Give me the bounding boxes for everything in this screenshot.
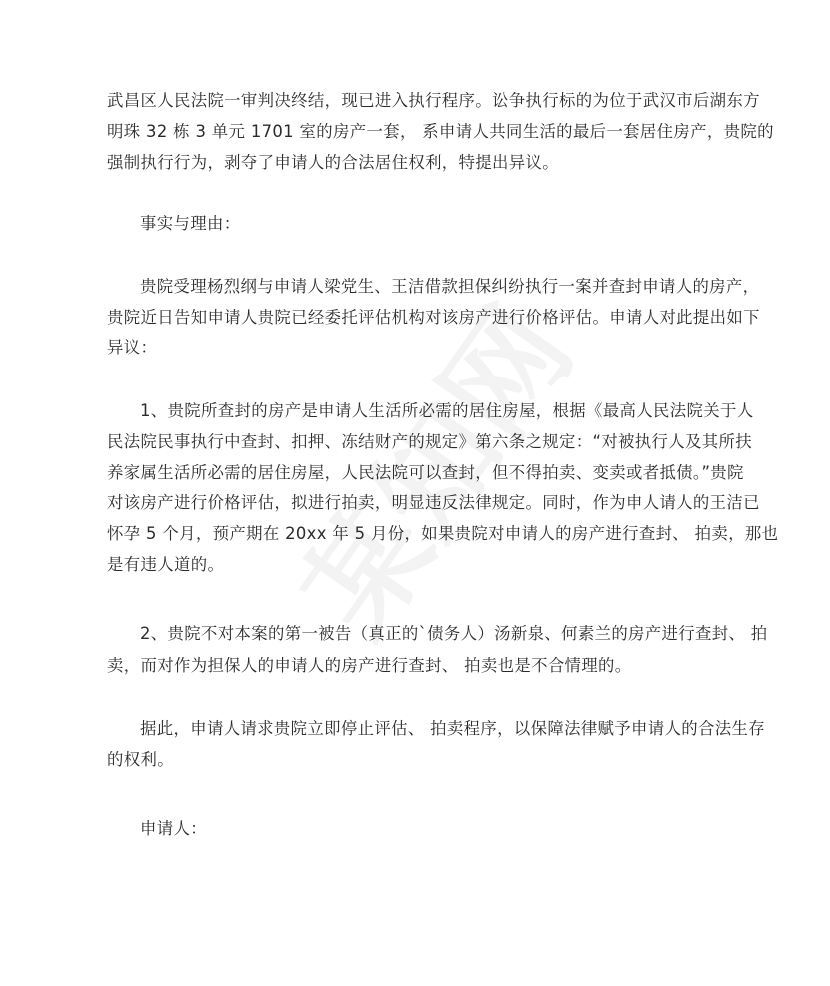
paragraph-point1-line-5: 怀孕 5 个月，预产期在 20xx 年 5 月份，如果贵院对申请人的房产进行查封、 拍卖，那也 — [107, 524, 779, 543]
paragraph-point2-line-2: 卖，而对作为担保人的申请人的房产进行查封、 拍卖也是不合情理的。 — [107, 656, 632, 675]
applicant-label: 申请人： — [140, 819, 207, 838]
paragraph-intro-line-1: 武昌区人民法院一审判决终结，现已进入执行程序。讼争执行标的为位于武汉市后湖东方 — [107, 91, 760, 110]
paragraph-point1-line-2: 民法院民事执行中查封、扣押、冻结财产的规定》第六条之规定：“对被执行人及其所扶 — [107, 432, 752, 451]
paragraph-intro-line-2: 明珠 32 栋 3 单元 1701 室的房产一套， 系申请人共同生活的最后一套居住房产，贵院的 — [107, 122, 774, 141]
paragraph-background-line-2: 贵院近日告知申请人贵院已经委托评估机构对该房产进行价格评估。申请人对此提出如下 — [107, 308, 760, 327]
facts-heading: 事实与理由： — [140, 214, 241, 233]
paragraph-point1-line-6: 是有违人道的。 — [107, 555, 225, 574]
paragraph-background-line-1: 贵院受理杨烈纲与申请人梁党生、王洁借款担保纠纷执行一案并查封申请人的房产， — [140, 277, 760, 296]
paragraph-point1-line-1: 1、贵院所查封的房产是申请人生活所必需的居住房屋，根据《最高人民法院关于人 — [140, 401, 754, 420]
paragraph-background-line-3: 异议： — [107, 338, 158, 357]
paragraph-request-line-1: 据此，申请人请求贵院立即停止评估、 拍卖程序，以保障法律赋予申请人的合法生存 — [140, 719, 765, 738]
paragraph-point1-line-4: 对该房产进行价格评估，拟进行拍卖，明显违反法律规定。同时，作为申人请人的王洁已 — [107, 493, 760, 512]
paragraph-request-line-2: 的权利。 — [107, 750, 174, 769]
paragraph-point2-line-1: 2、贵院不对本案的第一被告（真正的`债务人）汤新泉、何素兰的房产进行查封、 拍 — [140, 624, 768, 643]
paragraph-intro-line-3: 强制执行行为，剥夺了申请人的合法居住权利，特提出异议。 — [107, 153, 559, 172]
paragraph-point1-line-3: 养家属生活所必需的居住房屋，人民法院可以查封，但不得拍卖、变卖或者抵债。”贵院 — [107, 463, 744, 482]
